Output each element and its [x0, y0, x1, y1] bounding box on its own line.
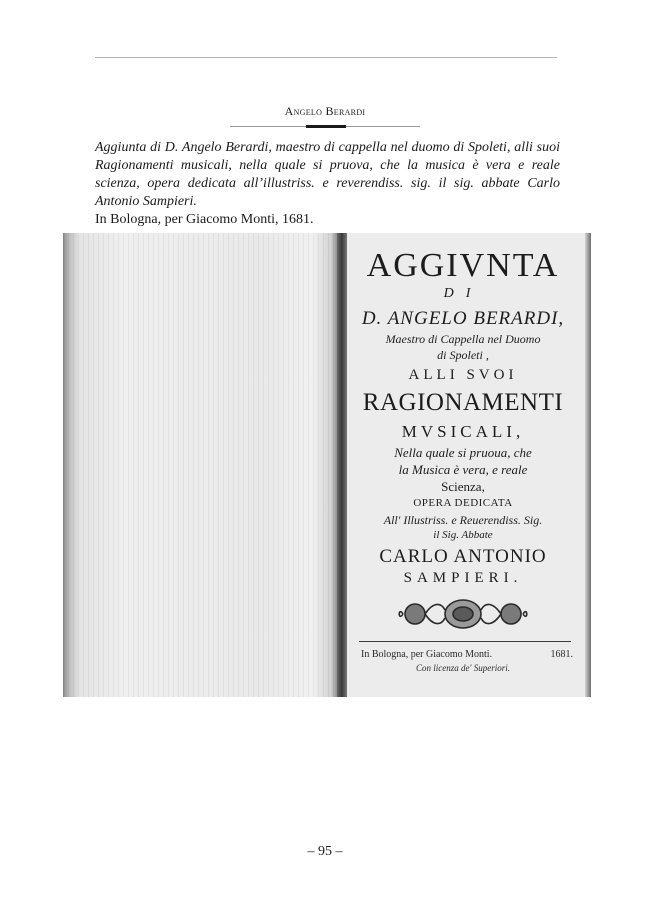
- title-line: MVSICALI,: [401, 422, 525, 441]
- blank-left-page: [63, 233, 339, 697]
- author-place: di Spoleti ,: [437, 348, 489, 362]
- running-head: Angelo Berardi: [284, 104, 366, 118]
- top-rule: [95, 57, 557, 58]
- dedicatee-surname: SAMPIERI.: [403, 570, 523, 586]
- subtitle-line: Scienza,: [441, 479, 485, 494]
- author-name: D. ANGELO BERARDI,: [361, 308, 565, 329]
- imprint-place: In Bologna, per Giacomo Monti.: [361, 649, 493, 660]
- dedication-line: All' Illustriss. e Reuerendiss. Sig.: [383, 513, 543, 527]
- imprint-rule: [359, 641, 571, 642]
- author-role: Maestro di Cappella nel Duomo: [385, 332, 541, 346]
- imprint-license: Con licenza de' Superiori.: [416, 663, 510, 673]
- title-page-photograph: [63, 233, 591, 697]
- title-line: DI: [443, 286, 483, 301]
- running-head-rule-accent: [306, 125, 346, 128]
- title-word: AGGIVNTA: [366, 247, 560, 284]
- title-page: [347, 233, 591, 697]
- imprint-line: [361, 649, 573, 660]
- subtitle-line: la Musica è vera, e reale: [398, 462, 528, 477]
- figure-caption: [95, 139, 560, 229]
- subtitle-line: Nella quale si pruoua, che: [394, 445, 532, 460]
- caption-title: Aggiunta di D. Angelo Berardi, maestro di cappella nel duomo di Spoleti, alli suoi Ragionamenti musicali, nella quale si pruova, che la musica è vera e reale scienza, opera dedicata all’illustriss. e reverendiss. sig. il sig. abbate Carlo Antonio Sampieri.: [95, 140, 560, 209]
- dedicatee-name: CARLO ANTONIO: [379, 546, 547, 567]
- imprint-year: 1681.: [550, 649, 573, 660]
- title-main-word: RAGIONAMENTI: [362, 389, 564, 416]
- dedication-line: il Sig. Abbate: [433, 529, 493, 541]
- dedication-heading: OPERA DEDICATA: [413, 497, 513, 509]
- title-line: ALLI SVOI: [408, 367, 518, 383]
- page-number: – 95 –: [307, 844, 343, 859]
- caption-imprint: In Bologna, per Giacomo Monti, 1681.: [95, 212, 314, 227]
- floral-ornament-icon: [395, 592, 531, 636]
